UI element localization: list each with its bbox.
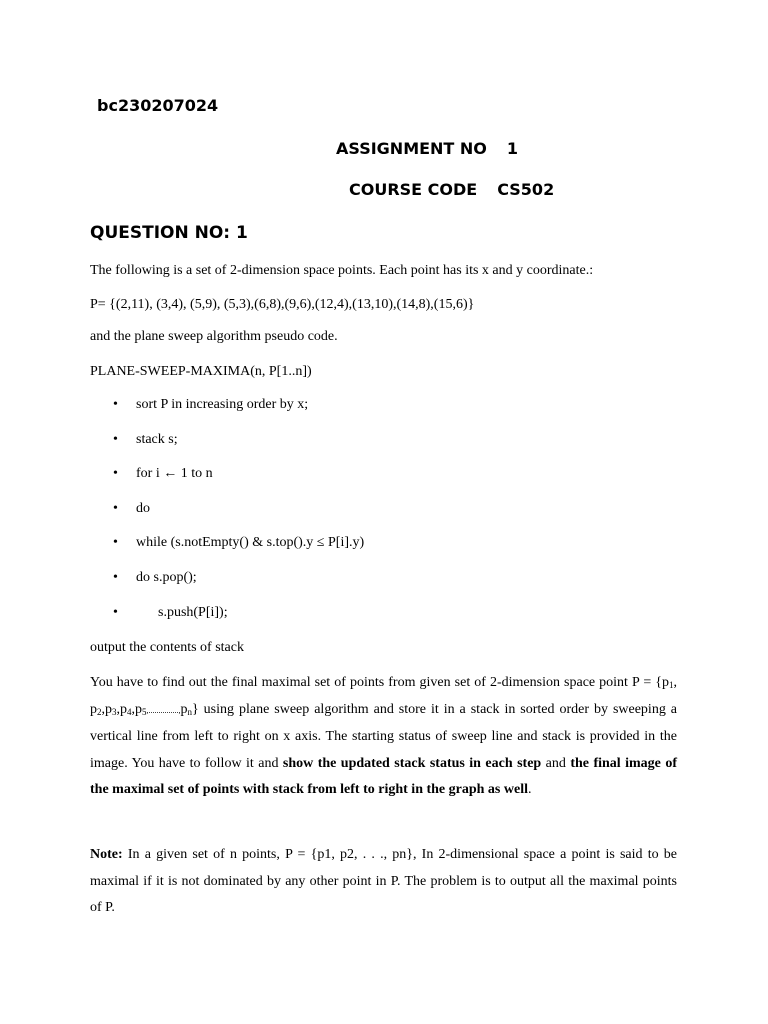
- pseudo-code-list: [90, 396, 650, 638]
- assignment-number: 1: [506, 139, 519, 158]
- intro-paragraph: The following is a set of 2-dimension space points. Each point has its x and y coordinate.:: [90, 263, 594, 278]
- course-heading: [349, 180, 554, 199]
- task-paragraph: You have to find out the final maximal set of points from given set of 2-dimension space point $P = \{p_1$, $p_2,p_3,p_4,p_5,...............,p_n$} using plane sweep algorithm and store it in a stack in sorted order by sweeping a vertical line from left to right on x axis. The starting status of sweep line and stack is provided in the image. You have to follow it and show the updated stack status in each step and the final image of the maximal set of points with stack from left to right in the graph as well.: [90, 675, 677, 797]
- bullet-icon: •: [113, 397, 118, 412]
- note-text: In a given set of n points, P = {p1, p2, . . ., pn}, In 2-dimensional space a point is said to be maximal if it is not dominated by any other point in P. The problem is to output all the maximal points of P.: [90, 847, 677, 915]
- pseudo-code-title: PLANE-SWEEP-MAXIMA(n, P[1..n]): [90, 364, 312, 379]
- note-label: Note:: [90, 847, 123, 862]
- pseudo-code-line: • do s.pop();: [113, 569, 197, 585]
- bullet-icon: •: [113, 604, 118, 620]
- output-line: output the contents of stack: [90, 640, 244, 655]
- bullet-icon: •: [113, 569, 118, 585]
- assignment-label: ASSIGNMENT NO: [336, 139, 487, 158]
- pseudo-code-line: • while (s.notEmpty() & s.top().y ≤ P[i].y): [113, 535, 365, 551]
- bullet-icon: •: [113, 500, 118, 516]
- pseudo-code-line: • for i ← 1 to n: [113, 466, 213, 482]
- course-code: CS502: [497, 180, 555, 199]
- pseudo-code-line: • s.push(P[i]);: [113, 604, 228, 620]
- pseudo-code-line: • sort P in increasing order by x;: [113, 397, 309, 412]
- bullet-icon: •: [113, 535, 118, 551]
- student-id: bc230207024: [97, 96, 219, 115]
- assignment-heading: [336, 139, 518, 158]
- course-label: COURSE CODE: [349, 180, 478, 199]
- question-heading: QUESTION NO: 1: [90, 223, 248, 243]
- point-set: P= {(2,11), (3,4), (5,9), (5,3),(6,8),(9,6),(12,4),(13,10),(14,8),(15,6)}: [90, 297, 475, 312]
- note-paragraph: [90, 842, 677, 922]
- bullet-icon: •: [113, 431, 118, 447]
- bullet-icon: •: [113, 466, 118, 482]
- pseudo-code-line: • do: [113, 500, 150, 516]
- pseudo-code-line: • stack s;: [113, 431, 178, 447]
- sweep-intro: and the plane sweep algorithm pseudo code.: [90, 329, 338, 344]
